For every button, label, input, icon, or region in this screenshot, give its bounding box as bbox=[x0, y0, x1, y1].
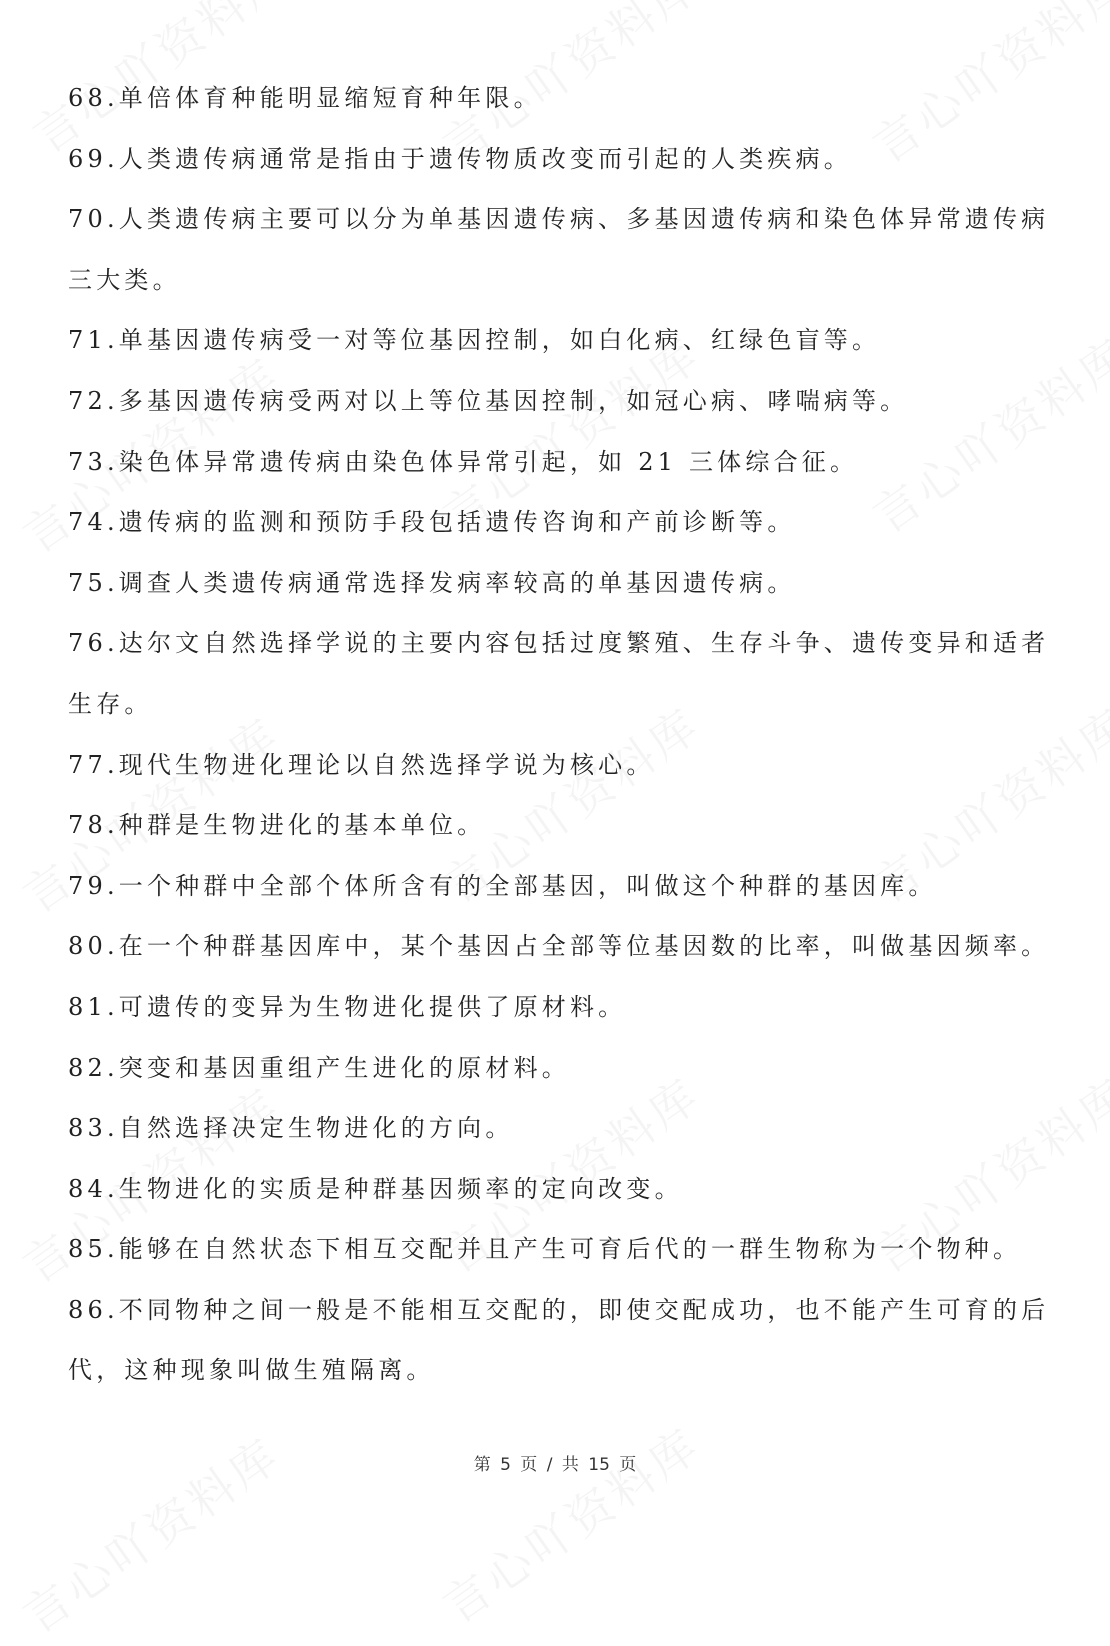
list-item bbox=[68, 502, 1068, 563]
list-item bbox=[68, 1229, 1068, 1290]
item-text: 77.现代生物进化理论以自然选择学说为核心。 bbox=[68, 750, 655, 779]
list-item bbox=[68, 1108, 1068, 1169]
list-item bbox=[68, 866, 1068, 927]
list-item bbox=[68, 381, 1068, 442]
item-text: 68.单倍体育种能明显缩短育种年限。 bbox=[68, 84, 542, 112]
list-item bbox=[68, 78, 1068, 139]
item-text: 85.能够在自然状态下相互交配并且产生可育后代的一群生物称为一个物种。 bbox=[68, 1235, 1022, 1264]
item-text: 70.人类遗传病主要可以分为单基因遗传病、多基因遗传病和染色体异常遗传病 bbox=[68, 205, 1050, 234]
list-item bbox=[68, 1169, 1068, 1230]
item-text: 75.调查人类遗传病通常选择发病率较高的单基因遗传病。 bbox=[68, 568, 796, 597]
list-item bbox=[68, 563, 1068, 624]
item-text-continuation: 三大类。 bbox=[68, 265, 181, 294]
item-text: 79.一个种群中全部个体所含有的全部基因，叫做这个种群的基因库。 bbox=[68, 871, 937, 900]
list-item bbox=[68, 139, 1068, 200]
item-text: 80.在一个种群基因库中，某个基因占全部等位基因数的比率，叫做基因频率。 bbox=[68, 932, 1050, 961]
item-text: 86.不同物种之间一般是不能相互交配的，即使交配成功，也不能产生可育的后 bbox=[68, 1295, 1050, 1324]
item-text: 71.单基因遗传病受一对等位基因控制，如白化病、红绿色盲等。 bbox=[68, 326, 881, 355]
list-item bbox=[68, 1290, 1068, 1411]
item-text: 82.突变和基因重组产生进化的原材料。 bbox=[68, 1053, 570, 1082]
list-item bbox=[68, 320, 1068, 381]
document-body bbox=[68, 78, 1068, 1411]
list-item bbox=[68, 987, 1068, 1048]
item-text: 76.达尔文自然选择学说的主要内容包括过度繁殖、生存斗争、遗传变异和适者 bbox=[68, 629, 1050, 658]
list-item bbox=[68, 623, 1068, 744]
page-footer: 第 5 页 / 共 15 页 bbox=[473, 1455, 637, 1475]
list-item bbox=[68, 805, 1068, 866]
item-text: 81.可遗传的变异为生物进化提供了原材料。 bbox=[68, 992, 627, 1021]
item-text-continuation: 代，这种现象叫做生殖隔离。 bbox=[68, 1356, 435, 1385]
item-text: 84.生物进化的实质是种群基因频率的定向改变。 bbox=[68, 1174, 683, 1203]
list-item bbox=[68, 745, 1068, 806]
item-text: 73.染色体异常遗传病由染色体异常引起，如 21 三体综合征。 bbox=[68, 447, 859, 476]
item-text: 72.多基因遗传病受两对以上等位基因控制，如冠心病、哮喘病等。 bbox=[68, 386, 909, 415]
list-item bbox=[68, 199, 1068, 320]
item-text: 74.遗传病的监测和预防手段包括遗传咨询和产前诊断等。 bbox=[68, 508, 796, 537]
item-text: 83.自然选择决定生物进化的方向。 bbox=[68, 1114, 514, 1143]
item-text-continuation: 生存。 bbox=[68, 689, 153, 718]
watermark bbox=[428, 1410, 712, 1636]
item-text: 78.种群是生物进化的基本单位。 bbox=[68, 811, 486, 840]
item-text: 69.人类遗传病通常是指由于遗传物质改变而引起的人类疾病。 bbox=[68, 144, 852, 173]
list-item bbox=[68, 926, 1068, 987]
list-item bbox=[68, 1048, 1068, 1109]
list-item bbox=[68, 442, 1068, 503]
